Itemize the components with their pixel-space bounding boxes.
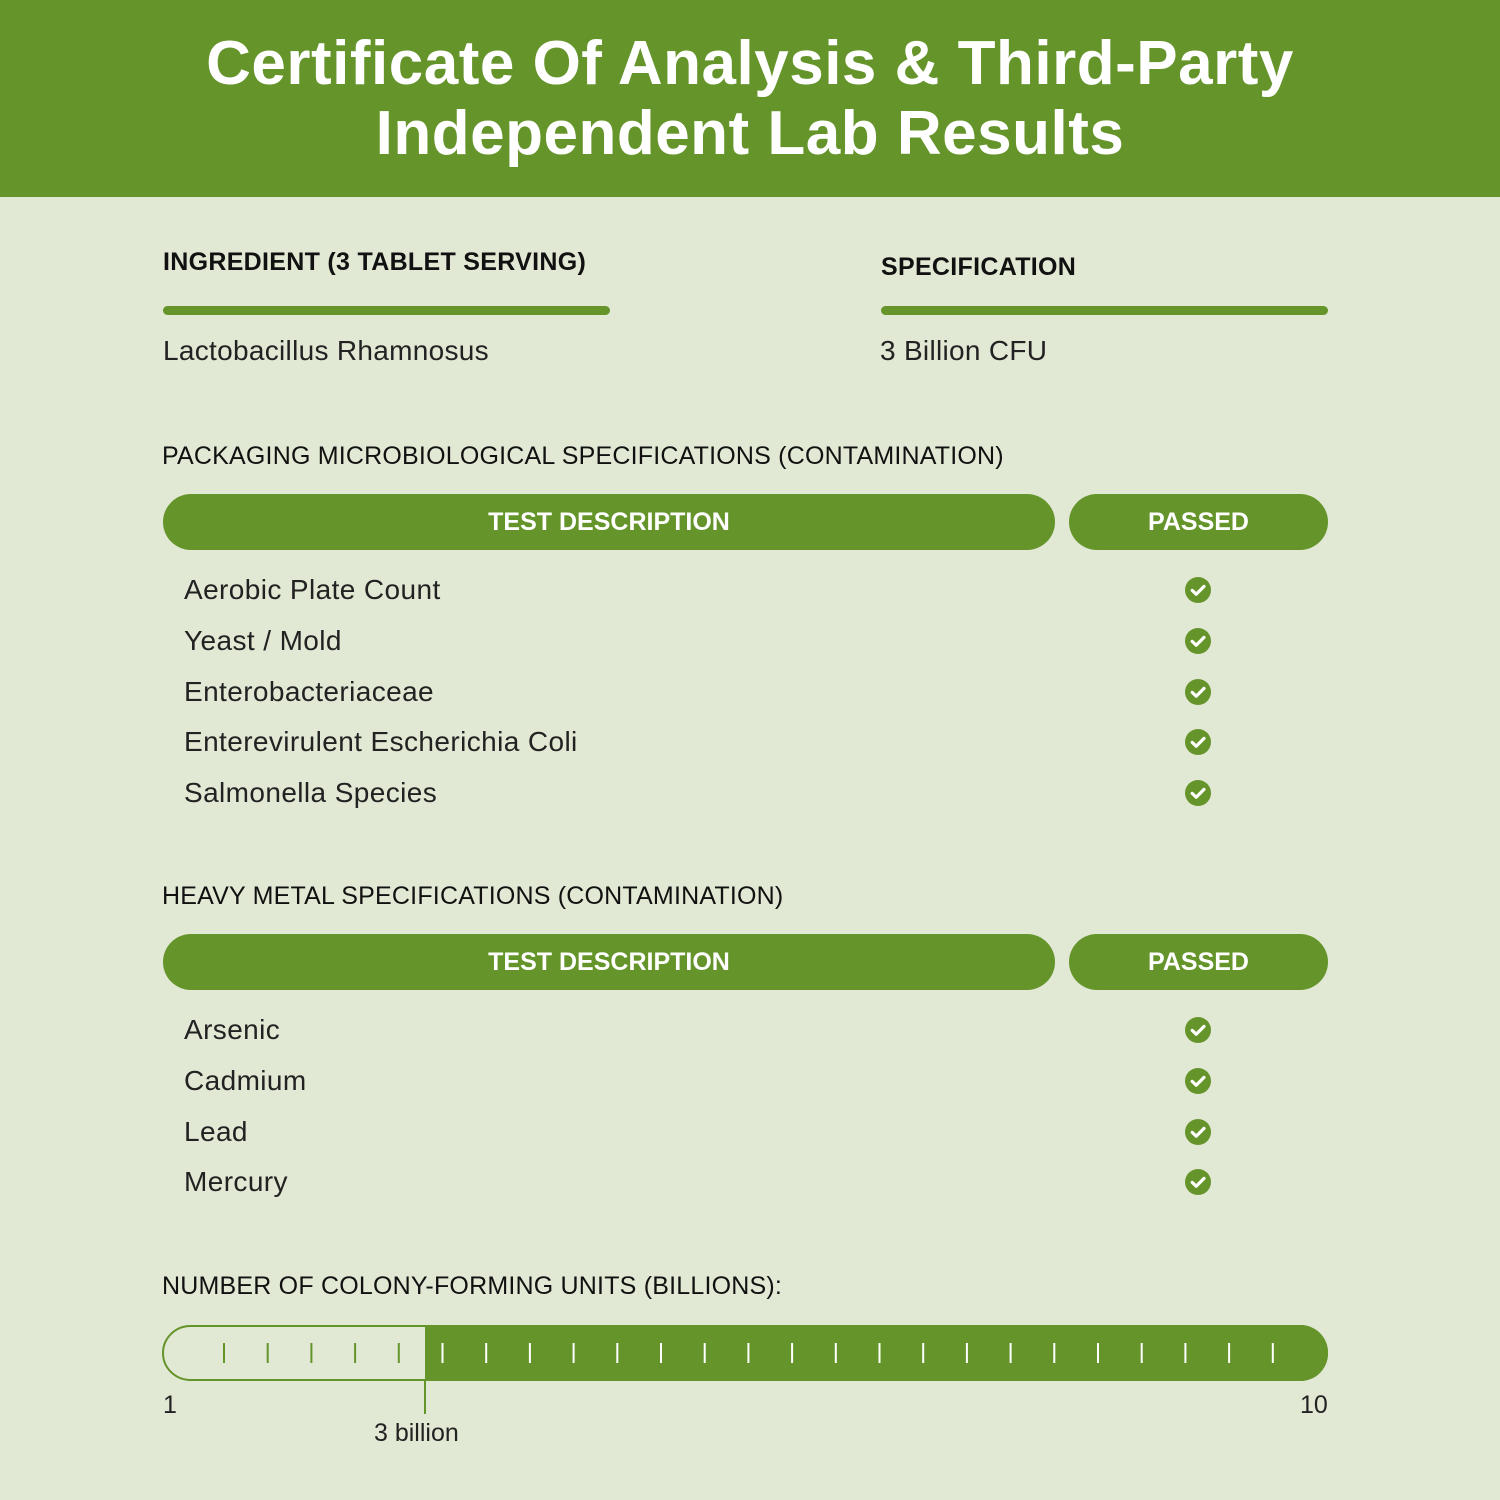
micro-passed-header: PASSED [1069,494,1328,550]
cfu-scale-title: NUMBER OF COLONY-FORMING UNITS (BILLIONS): [162,1272,783,1300]
check-circle-icon [1185,1068,1211,1094]
page-title-line-1: Certificate Of Analysis & Third-Party [206,28,1294,98]
check-circle-icon [1185,780,1211,806]
metals-row-label: Lead [184,1115,248,1147]
micro-row-label: Aerobic Plate Count [184,574,441,605]
specification-value: 3 Billion CFU [880,335,1048,366]
cfu-scale-min-label: 1 [163,1391,177,1419]
micro-test-description-header: TEST DESCRIPTION [163,494,1055,550]
metals-row-label: Mercury [184,1166,288,1198]
ingredient-rule [163,306,610,315]
page-header [0,0,1500,197]
cfu-scale-fill [425,1325,1328,1381]
check-circle-icon [1185,577,1211,603]
cfu-scale-max-label: 10 [1300,1391,1328,1419]
cfu-marker-label: 3 billion [374,1419,459,1447]
check-circle-icon [1185,679,1211,705]
specification-column-head: SPECIFICATION [881,253,1077,281]
ingredient-value: Lactobacillus Rhamnosus [163,335,489,366]
check-circle-icon [1185,1169,1211,1195]
metals-row-label: Cadmium [184,1064,307,1096]
metals-test-description-header: TEST DESCRIPTION [163,934,1055,990]
check-circle-icon [1185,729,1211,755]
specification-rule [881,306,1328,315]
micro-row-label: Yeast / Mold [184,624,342,656]
metals-section-title: HEAVY METAL SPECIFICATIONS (CONTAMINATION) [162,882,784,910]
check-circle-icon [1185,1119,1211,1145]
micro-row-label: Salmonella Species [184,777,438,809]
micro-row-label: Enterevirulent Escherichia Coli [184,726,578,758]
check-circle-icon [1185,1017,1211,1043]
metals-passed-header: PASSED [1069,934,1328,990]
cfu-marker-line [0,1380,1500,1416]
micro-section-title: PACKAGING MICROBIOLOGICAL SPECIFICATIONS (CONTAMINATION) [162,442,1004,470]
metals-row-label: Arsenic [184,1014,281,1045]
cfu-scale-bar [162,1325,1328,1381]
ingredient-column-head: INGREDIENT (3 TABLET SERVING) [163,248,587,276]
page-title-line-2: Independent Lab Results [375,98,1125,168]
micro-row-label: Enterobacteriaceae [184,675,435,707]
check-circle-icon [1185,628,1211,654]
